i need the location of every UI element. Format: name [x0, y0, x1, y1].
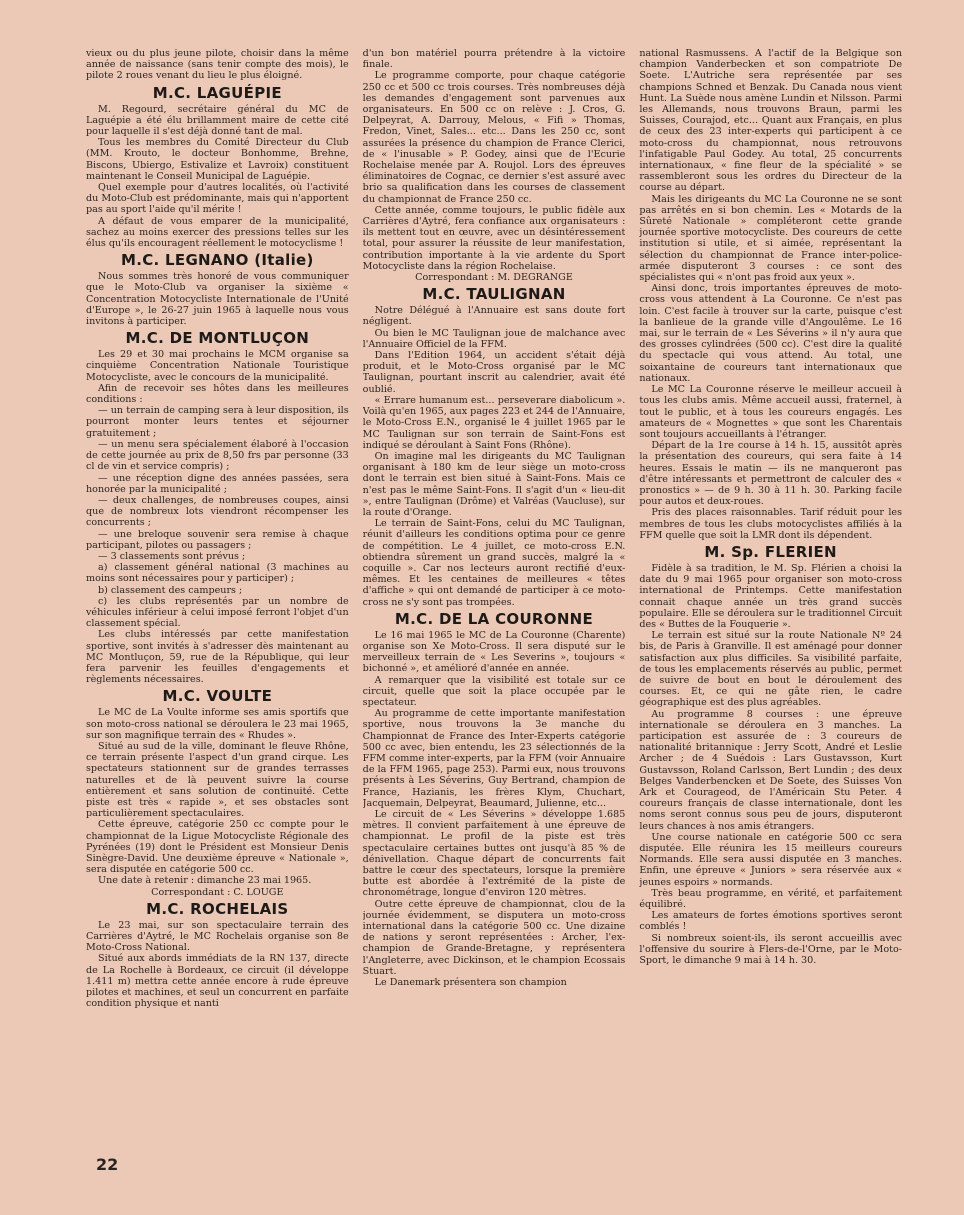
- article-paragraph: Le MC de La Voulte informe ses amis sportifs que son moto-cross national se déroulera le 23 mai 1965, sur son magnifique terrain des « Rhudes ».: [86, 707, 349, 741]
- page-number: 22: [96, 1155, 119, 1174]
- article-paragraph: A remarquer que la visibilité est totale sur ce circuit, quelle que soit la place occupée par le spectateur.: [362, 674, 626, 708]
- article-paragraph: c) les clubs représentés par un nombre de véhicules inférieur à celui imposé ferront l'objet d'un classement spécial.: [86, 595, 349, 630]
- section-heading: M.C. DE MONTLUÇON: [125, 329, 310, 348]
- section-heading: M.C. LEGNANO (Italie): [120, 251, 314, 270]
- article-paragraph: Une course nationale en catégorie 500 cc sera disputée. Elle réunira les 15 meilleurs coureurs Normands. Elle sera aussi disputée en 3 manches. Enfin, une épreuve « Juniors » sera réservée aux « jeunes espoirs » normands.: [639, 831, 903, 888]
- article-paragraph: Afin de recevoir ses hôtes dans les meilleures conditions :: [86, 382, 349, 406]
- article-paragraph: Les 29 et 30 mai prochains le MCM organise sa cinquième Concentration Nationale Touristique Motocycliste, avec le concours de la municipalité.: [86, 349, 349, 383]
- article-paragraph: Cette année, comme toujours, le public fidèle aux Carrières d'Aytré, fera confiance aux organisateurs : ils mettent tout en œuvre, avec un désintéressement total, pour assurer la réussite de leur manifestation, contribution importante à la vie ardente du Sport Motocycliste dans la région Rochelaise.: [362, 204, 626, 272]
- article-paragraph: — un terrain de camping sera à leur disposition, ils pourront monter leurs tentes et séjourner gratuitement ;: [86, 405, 349, 439]
- article-paragraph: Quel exemple pour d'autres localités, où l'activité du Moto-Club est prédominante, mais qui n'apportent pas au sport l'aide qu'il mérite !: [86, 182, 349, 216]
- article-paragraph: Cette épreuve, catégorie 250 cc compte pour le championnat de la Ligue Motocycliste Régionale des Pyrénées (19) dont le Président est Monsieur Denis Sinègre-David. Une deuxième épreuve « Nationale », sera disputée en catégorie 500 cc.: [86, 819, 349, 876]
- article-paragraph: Les clubs intéressés par cette manifestation sportive, sont invités à s'adresser dès maintenant au MC Montluçon, 59, rue de la République, qui leur fera parvenir les feuilles d'engagements et règlements nécessaires.: [86, 629, 349, 686]
- article-paragraph: Au programme de cette importante manifestation sportive, nous trouvons la 3e manche du Championnat de France des Inter-Experts catégorie 500 cc avec, bien entendu, les 23 sélectionnés de la FFM comme inter-experts, par la FFM (voir Annuaire de la FFM 1965, page 253). Parmi eux, nous trouvons présents à Les Séverins, Guy Bertrand, champion de France, Hazianis, les frères Klym, Chuchart, Jacquemain, Delpeyrat, Beaumard, Julienne, etc...: [362, 708, 626, 809]
- article-paragraph: — deux challenges, de nombreuses coupes, ainsi que de nombreux lots viendront récompenser les concurrents ;: [86, 494, 349, 529]
- article-paragraph: — 3 classements sont prévus ;: [98, 550, 246, 562]
- article-paragraph: On imagine mal les dirigeants du MC Taulignan organisant à 180 km de leur siège un moto-cross dont le terrain est bien situé à Saint-Fons. Mais ce n'est pas le même Saint-Fons. Il s'agit d'un « lieu-dit », entre Taulignan (Drôme) et Valréas (Vaucluse), sur la route d'Orange.: [362, 450, 626, 518]
- article-paragraph: Situé aux abords immédiats de la RN 137, directe de La Rochelle à Bordeaux, ce circuit (il développe 1.411 m) mettra cette année encore à rude épreuve pilotes et machines, et seul un concurrent en parfaite condition physique et nanti: [86, 953, 349, 1010]
- column-right: [639, 48, 902, 1128]
- article-paragraph: d'un bon matériel pourra prétendre à la victoire finale.: [362, 48, 626, 71]
- article-paragraph: Départ de la 1re course à 14 h. 15, aussitôt après la présentation des coureurs, qui sera faite à 14 heures. Essais le matin — ils ne manqueront pas d'être intéressants et permettront de calculer des « pronostics » — de 9 h. 30 à 11 h. 30. Parking facile pour autos et deux-roues.: [639, 440, 903, 508]
- article-paragraph: Si nombreux soient-ils, ils seront accueillis avec l'offensive du sourire à Flers-de-l'Orne, par le Moto-Sport, le dimanche 9 mai à 14 h. 30.: [639, 932, 903, 967]
- section-heading: M.C. LAGUÉPIE: [152, 83, 282, 102]
- article-paragraph: Nous sommes très honoré de vous communiquer que le Moto-Club va organiser la sixième « Concentration Motocycliste Internationale de l'Unité d'Europe », le 26-27 juin 1965 à laquelle nous vous invitons à participer.: [86, 271, 349, 328]
- article-paragraph: Tous les membres du Comité Directeur du Club (MM. Krouto, le docteur Bonhomme, Brehne, Biscons, Ubiergo, Estivalize et Lavroix) constituent maintenant le Conseil Municipal de Laguépie.: [86, 137, 349, 182]
- article-paragraph: Notre Délégué à l'Annuaire est sans doute fort négligent.: [362, 305, 626, 328]
- article-paragraph: Le 23 mai, sur son spectaculaire terrain des Carrières d'Aytré, le MC Rochelais organise son 8e Moto-Cross National.: [86, 919, 349, 954]
- article-paragraph: « Errare humanum est... perseverare diabolicum ». Voilà qu'en 1965, aux pages 223 et 244 de l'Annuaire, le Moto-Cross E.N., organisé le 4 juillet 1965 par le MC Taulignan sur son terrain de Saint-Fons est indiqué se déroulant à Saint Fons (Rhône).: [362, 394, 626, 451]
- article-paragraph: Le programme comporte, pour chaque catégorie 250 cc et 500 cc trois courses. Très nombreuses déjà les demandes d'engagement sont parvenues aux organisateurs. En 500 cc on relève : J. Cros, G. Delpeyrat, A. Darrouy, Melous, « Fifi » Thomas, Fredon, Vinet, Sales... etc... Dans les 250 cc, sont assurées la présence du champion de France Clerici, de « l'inusable » P. Godey, ainsi que de l'Ecurie Rochelaise menée par A. Roujol. Lors des épreuves éliminatoires de Cognac, ce dernier s'est assuré avec brio sa qualification dans les courses de classement du championnat de France 250 cc.: [362, 70, 626, 205]
- article-paragraph: Outre cette épreuve de championnat, clou de la journée évidemment, se disputera un moto-cross international dans la catégorie 500 cc. Une dizaine de nations y seront représentées : Archer, l'ex-champion de Grande-Bretagne, y représentera l'Angleterre, avec Dickinson, et le champion Ecossais Stuart.: [362, 898, 626, 977]
- article-paragraph: M. Regourd, secrétaire général du MC de Laguépie a été élu brillamment maire de cette cité pour laquelle il s'est déjà donné tant de mal.: [86, 103, 349, 138]
- article-paragraph: national Rasmussens. A l'actif de la Belgique son champion Vanderbecken et son compatriote De Soete. L'Autriche sera représentée par ses champions Schned et Benzak. Du Canada nous vient Hunt. La Suède nous amène Lundin et Nilsson. Parmi les Allemands, nous trouvons Braun, parmi les Suisses, Courajod, etc... Quant aux Français, en plus de ceux des 23 inter-experts qui participent à ce moto-cross du championnat, nous retrouvons l'infatigable Paul Godey. Au total, 25 concurrents internationaux, « fine fleur de la spécialité » se rassembleront sous les ordres du Directeur de la course au départ.: [639, 48, 903, 194]
- article-paragraph: A défaut de vous emparer de la municipalité, sachez au moins exercer des pressions telles sur les élus qu'ils encouragent réellement le motocyclisme !: [86, 215, 349, 250]
- article-paragraph: — une breloque souvenir sera remise à chaque participant, pilotes ou passagers ;: [86, 528, 349, 551]
- section-heading: M.C. DE LA COURONNE: [394, 609, 594, 628]
- article-paragraph: — un menu sera spécialement élaboré à l'occasion de cette journée au prix de 8,50 frs par personne (33 cl de vin et service compris) ;: [86, 438, 349, 473]
- article-paragraph: Au programme 8 courses : une épreuve internationale se déroulera en 3 manches. La participation est assurée de : 3 coureurs de nationalité britannique : Jerry Scott, André et Leslie Archer ; de 4 Suédois : Lars Gustavsson, Kurt Gustavsson, Roland Carlsson, Bert Lundin ; des deux Belges Vanderbencken et De Soete, des Suisses Von Ark et Courageod, de l'Américain Stu Peter. 4 coureurs français de classe internationale, dont les noms seront connus sous peu de jours, disputeront leurs chances à nos amis étrangers.: [639, 708, 903, 832]
- article-paragraph: Mais les dirigeants du MC La Couronne ne se sont pas arrêtés en si bon chemin. Les « Motards de la Sûreté Nationale » compléteront cette grande journée sportive motocycliste. Des coureurs de cette institution si utile, et si aimée, représentant la sélection du championnat de France inter-police-armée disputeront 3 courses : ce sont des spécialistes qui « n'ont pas froid aux yeux ».: [639, 193, 903, 284]
- article-paragraph: Fidèle à sa tradition, le M. Sp. Flérien a choisi la date du 9 mai 1965 pour organiser son moto-cross international de Printemps. Cette manifestation connait chaque année un très grand succès populaire. Elle se déroulera sur le traditionnel Circuit des « Buttes de la Fouquerie ».: [639, 562, 903, 630]
- article-paragraph: Très beau programme, en vérité, et parfaitement équilibré.: [639, 887, 903, 911]
- column-middle: [363, 48, 626, 1128]
- correspondent-line: Correspondant : C. LOUGE: [151, 886, 284, 898]
- article-paragraph: b) classement des campeurs ;: [98, 584, 243, 596]
- article-paragraph: Le 16 mai 1965 le MC de La Couronne (Charente) organise son Xe Moto-Cross. Il sera disputé sur le merveilleux terrain de « Les Severins », toujours « bichonné », et amélioré d'année en année.: [362, 629, 626, 675]
- article-paragraph: a) classement général national (3 machines au moins sont nécessaires pour y participer) ;: [86, 562, 349, 585]
- article-paragraph: vieux ou du plus jeune pilote, choisir dans la même année de naissance (sans tenir compte des mois), le pilote 2 roues venant du lieu le plus éloigné.: [86, 48, 349, 82]
- article-paragraph: Ainsi donc, trois importantes épreuves de moto-cross vous attendent à La Couronne. Ce n'est pas loin. C'est facile à trouver sur la carte, puisque c'est la banlieue de la grande ville d'Angoulême. Le 16 mai, sur le terrain de « Les Séverins » il n'y aura que des grosses cylindrées (500 cc). C'est dire la qualité du spectacle qui vous attend. Au total, une soixantaine de coureurs tant internationaux que nationaux.: [639, 283, 903, 384]
- article-paragraph: Les amateurs de fortes émotions sportives seront comblés !: [639, 910, 903, 933]
- article-paragraph: Le circuit de « Les Séverins » développe 1.685 mètres. Il convient parfaitement à une épreuve de championnat. Le profil de la piste est très spectaculaire certaines buttes ont jusqu'à 85 % de dénivellation. Chaque départ de concurrents fait battre le cœur des spectateurs, lorsque la première butte est abordée à l'extrémité de la piste de chronométrage, longue d'environ 120 mètres.: [362, 809, 626, 899]
- article-paragraph: Le terrain est situé sur la route Nationale Nº 24 bis, de Paris à Granville. Il est aménagé pour donner satisfaction aux plus difficiles. Sa visibilité parfaite, de tous les emplacements réservés au public, permet de suivre de bout en bout le déroulement des courses. Et, ce qui ne gâte rien, le cadre géographique est des plus agréables.: [639, 630, 903, 709]
- article-paragraph: Dans l'Edition 1964, un accident s'était déjà produit, et le Moto-Cross organisé par le MC Taulignan, pourtant inscrit au calendrier, avait été oublié.: [362, 350, 626, 395]
- article-columns: [86, 48, 902, 1128]
- section-heading: M.C. VOULTE: [162, 687, 273, 706]
- article-paragraph: Situé au sud de la ville, dominant le fleuve Rhône, ce terrain présente l'aspect d'un grand cirque. Les spectateurs stationnent sur de grandes terrasses naturelles et de là peuvent suivre la course entièrement et sans solution de continuité. Cette piste est très « rapide », et ses obstacles sont particulièrement spectaculaires.: [86, 740, 349, 820]
- section-heading: M.C. ROCHELAIS: [146, 899, 289, 918]
- article-paragraph: — une réception digne des années passées, sera honorée par la municipalité ;: [86, 472, 349, 495]
- article-paragraph: Ou bien le MC Taulignan joue de malchance avec l'Annuaire Officiel de la FFM.: [362, 327, 626, 350]
- article-paragraph: Une date à retenir : dimanche 23 mai 1965.: [98, 875, 312, 887]
- section-heading: M.C. TAULIGNAN: [422, 285, 566, 304]
- section-heading: M. Sp. FLERIEN: [704, 542, 837, 561]
- article-paragraph: Le Danemark présentera son champion: [374, 977, 567, 989]
- article-paragraph: Pris des places raisonnables. Tarif réduit pour les membres de tous les clubs motocyclistes affiliés à la FFM quelle que soit la LMR dont ils dépendent.: [639, 507, 903, 541]
- article-paragraph: Le MC La Couronne réserve le meilleur accueil à tous les clubs amis. Même accueil aussi, fraternel, à tout le public, et à tous les coureurs engagés. Les amateurs de « Mognettes » que sont les Charentais sont toujours accueillants à l'étranger.: [639, 384, 903, 440]
- column-left: [86, 48, 349, 1128]
- article-paragraph: Le terrain de Saint-Fons, celui du MC Taulignan, réunit d'ailleurs les conditions optima pour ce genre de compétition. Le 4 juillet, ce moto-cross E.N. obtiendra sûrement un grand succès, malgré la « coquille ». Car nos lecteurs auront rectifié d'eux-mêmes. Et les centaines de meilleures « têtes d'affiche » qui ont demandé de participer à ce moto-cross ne s'y sont pas trompées.: [362, 518, 626, 608]
- correspondent-line: Correspondant : M. DEGRANGE: [415, 272, 573, 284]
